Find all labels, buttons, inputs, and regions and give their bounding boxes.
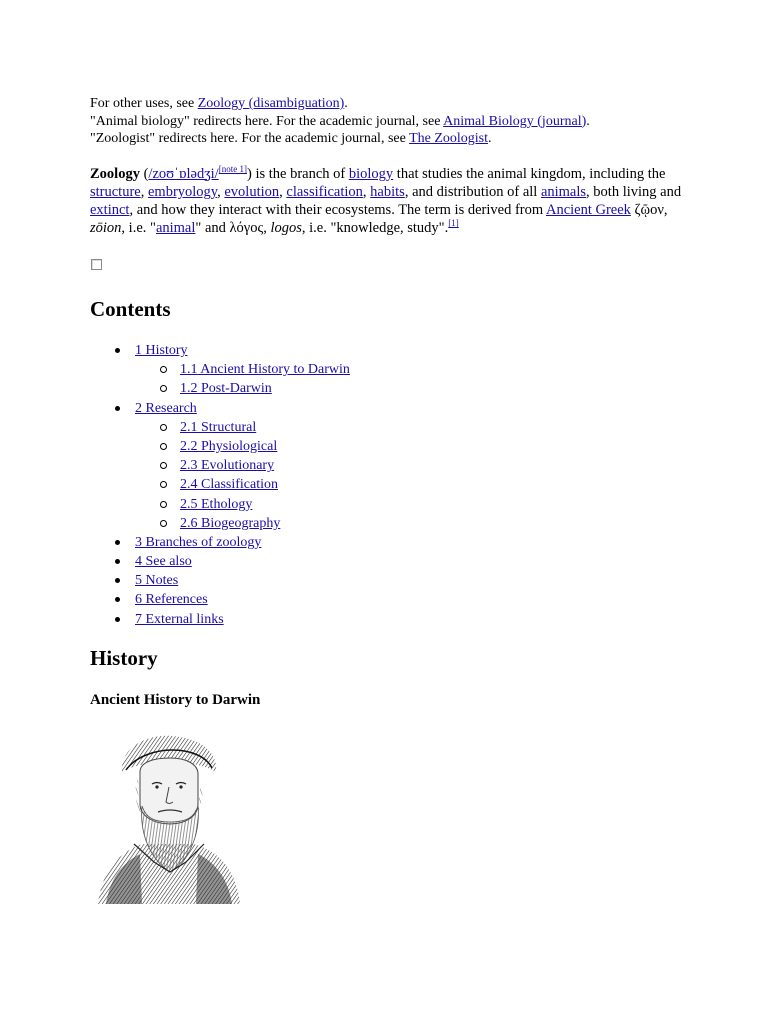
hatnote-text: . <box>488 131 492 146</box>
hatnote-3 <box>90 130 710 148</box>
portrait-engraving <box>94 732 244 904</box>
toc-item <box>90 437 490 456</box>
intro-text: , both living and <box>586 184 682 200</box>
link-zoology-disambiguation[interactable]: Zoology (disambiguation) <box>197 96 345 111</box>
toc-link[interactable]: 2.3 Evolutionary <box>180 458 275 474</box>
toc-item <box>90 379 490 398</box>
hatnote-text: . <box>586 113 590 129</box>
link-habits[interactable]: habits <box>370 184 405 200</box>
toc-toggle-checkbox[interactable] <box>91 259 102 270</box>
intro-text: , i.e. "knowledge, study". <box>301 220 449 236</box>
hatnote-1 <box>90 95 710 113</box>
toc-link[interactable]: 4 See also <box>135 554 192 570</box>
bullet-icon <box>115 571 125 583</box>
intro-italic-zoion: zōion <box>90 220 122 236</box>
bullet-icon <box>115 610 125 622</box>
bullet-icon <box>115 590 125 602</box>
toc-link[interactable]: 1 History <box>135 343 188 358</box>
toc-link[interactable]: 5 Notes <box>135 573 179 589</box>
intro-text: , <box>217 184 225 200</box>
link-note-1[interactable]: [note 1] <box>218 164 247 174</box>
history-heading: History <box>90 646 158 670</box>
toc-link[interactable]: 2.4 Classification <box>180 477 278 493</box>
toc-item <box>90 590 490 609</box>
toc-item <box>90 571 490 590</box>
intro-text: that studies the animal kingdom, including the <box>393 166 666 182</box>
circle-bullet-icon <box>160 379 167 392</box>
link-ref-1[interactable]: [1] <box>448 218 459 228</box>
circle-bullet-icon <box>160 418 167 431</box>
circle-bullet-icon <box>160 456 167 469</box>
link-animal-biology-journal[interactable]: Animal Biology (journal) <box>443 113 587 129</box>
toc-item <box>90 475 490 494</box>
intro-text: , <box>279 184 287 200</box>
link-ancient-greek[interactable]: Ancient Greek <box>545 202 631 218</box>
toc-item <box>90 514 490 533</box>
link-the-zoologist[interactable]: The Zoologist <box>409 131 488 146</box>
intro-text: is the branch of <box>251 166 349 182</box>
hatnotes <box>90 95 710 148</box>
contents-heading: Contents <box>90 297 171 321</box>
link-animal[interactable]: animal <box>155 220 196 236</box>
intro-text: ( <box>139 166 149 182</box>
intro-text: , <box>140 184 148 200</box>
intro-text: , and distribution of all <box>404 184 541 200</box>
ancient-history-heading: Ancient History to Darwin <box>90 692 261 708</box>
link-classification[interactable]: classification <box>286 184 363 200</box>
toc-link[interactable]: 2.1 Structural <box>180 419 257 435</box>
bullet-icon <box>115 341 125 353</box>
link-biology[interactable]: biology <box>348 166 394 182</box>
intro-text: , i.e. " <box>121 220 156 236</box>
circle-bullet-icon <box>160 495 167 508</box>
toc-link[interactable]: 3 Branches of zoology <box>135 534 262 550</box>
toc-item <box>90 341 490 360</box>
toc-link[interactable]: 2.2 Physiological <box>180 438 278 454</box>
circle-bullet-icon <box>160 514 167 527</box>
link-extinct[interactable]: extinct <box>90 202 130 218</box>
link-structure[interactable]: structure <box>90 184 141 200</box>
intro-italic-logos: logos <box>270 220 302 236</box>
hatnote-2 <box>90 113 710 131</box>
hatnote-text: "Zoologist" redirects here. For the academic journal, see <box>90 131 410 146</box>
toc-item <box>90 360 490 379</box>
link-embryology[interactable]: embryology <box>147 184 218 200</box>
intro-text: , and how they interact with their ecosystems. The term is derived from <box>129 202 546 218</box>
toc-link[interactable]: 6 References <box>135 592 208 608</box>
intro-bold-term: Zoology <box>90 166 140 182</box>
toc-item <box>90 399 490 418</box>
bullet-icon <box>115 399 125 411</box>
hatnote-text: For other uses, see <box>90 96 198 111</box>
link-ipa[interactable]: /zoʊˈɒlədʒi/ <box>148 166 219 182</box>
circle-bullet-icon <box>160 475 167 488</box>
toc-item <box>90 418 490 437</box>
intro-text: , <box>362 184 371 200</box>
intro-paragraph <box>90 165 685 237</box>
toc-link[interactable]: 7 External links <box>135 611 224 627</box>
toc-link[interactable]: 2.6 Biogeography <box>180 515 281 531</box>
bullet-icon <box>115 533 125 545</box>
link-animals[interactable]: animals <box>540 184 587 200</box>
toc-link[interactable]: 2 Research <box>135 400 197 416</box>
toc-item <box>90 533 490 552</box>
toc-item <box>90 552 490 571</box>
toc-link[interactable]: 2.5 Ethology <box>180 496 253 512</box>
link-evolution[interactable]: evolution <box>224 184 280 200</box>
hatnote-text: . <box>344 96 348 111</box>
toc-item <box>90 456 490 475</box>
intro-text: ζῷον, <box>630 202 668 218</box>
intro-text: ) <box>246 166 252 182</box>
toc-item <box>90 495 490 514</box>
table-of-contents <box>90 341 490 629</box>
circle-bullet-icon <box>160 437 167 450</box>
intro-text: " and λόγος, <box>195 220 271 236</box>
toc-item <box>90 610 490 629</box>
toc-link[interactable]: 1.1 Ancient History to Darwin <box>180 362 350 378</box>
hatnote-text: "Animal biology" redirects here. For the academic journal, see <box>90 113 444 129</box>
bullet-icon <box>115 552 125 564</box>
toc-link[interactable]: 1.2 Post-Darwin <box>180 381 272 397</box>
circle-bullet-icon <box>160 360 167 373</box>
